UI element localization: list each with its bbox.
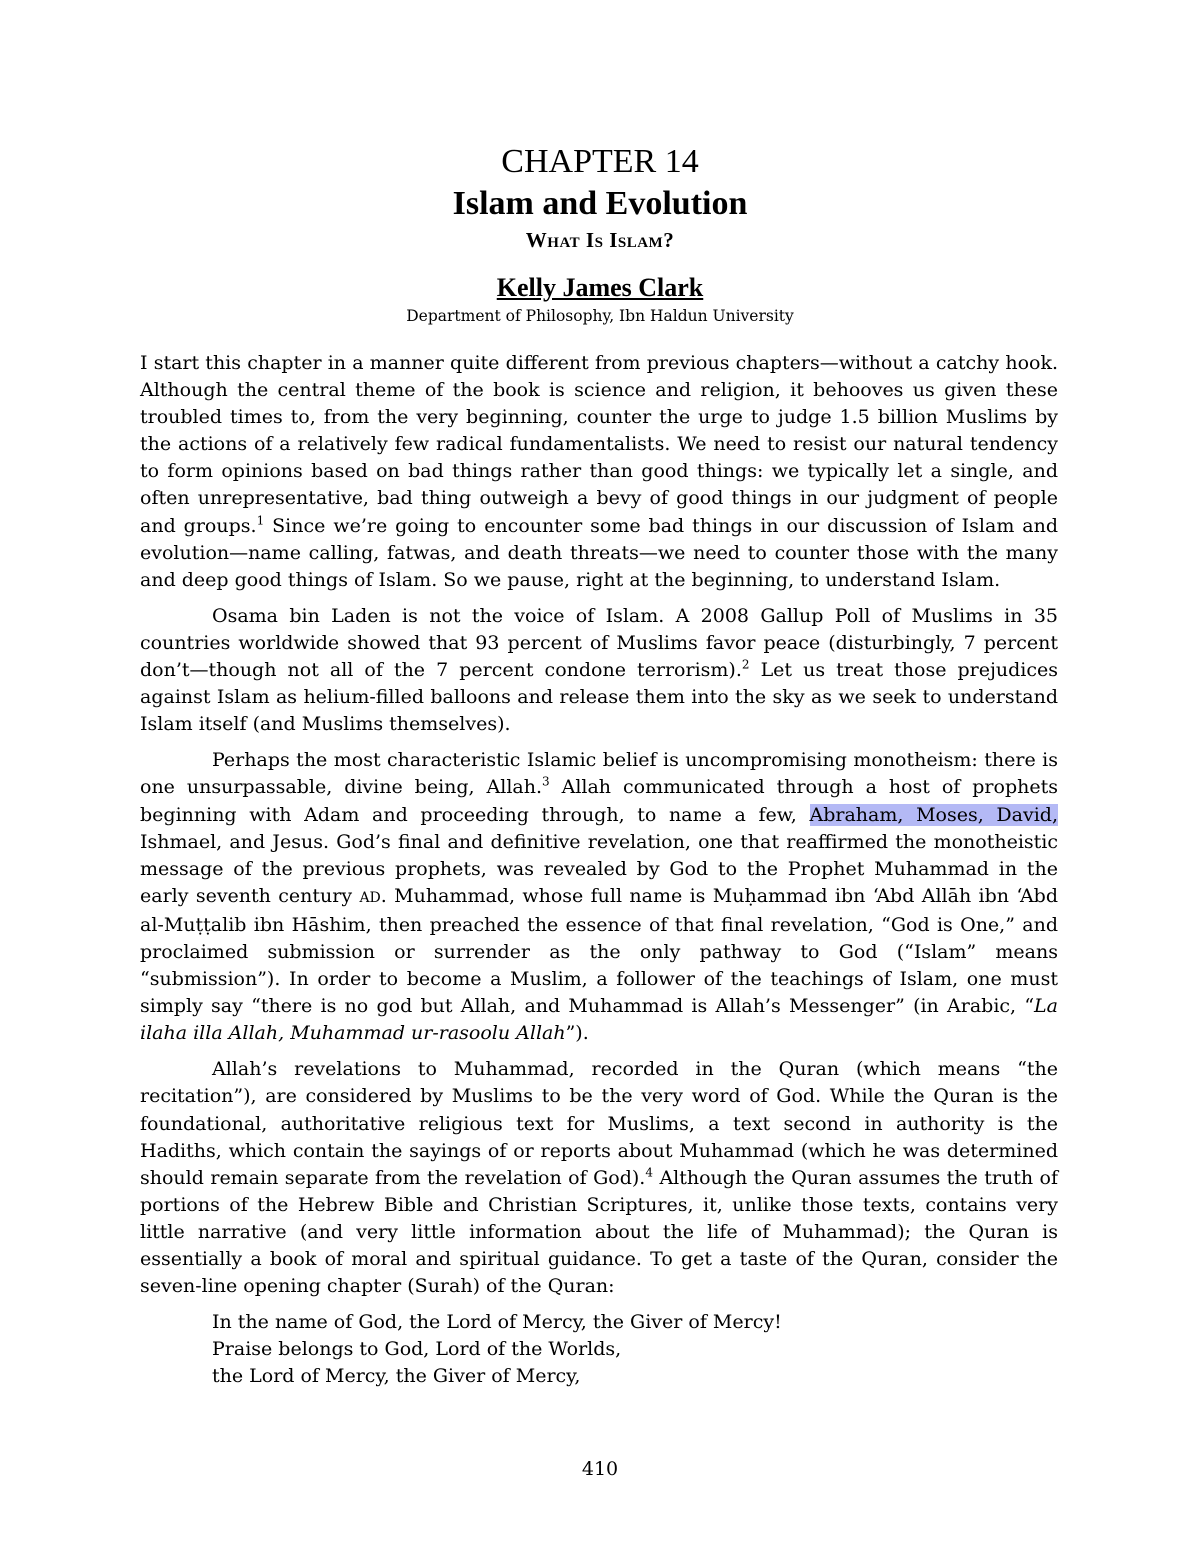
chapter-title: Islam and Evolution bbox=[452, 185, 748, 222]
paragraph-2 bbox=[140, 603, 1058, 738]
page-number: 410 bbox=[581, 1458, 619, 1480]
paragraph-1-text-a: I start this chapter in a manner quite different from previous chapters—without a catchy hook. Although the central theme of the book is science and religion, it behooves us given these troubled times to, from the very beginning, counter the urge to judge 1.5 billion Muslims by the actions of a relatively few radical fundamentalists. We need to resist our natural tendency to form opinions based on bad things rather than good things: we typically let a single, and often unrepresentative, bad thing outweigh a bevy of good things in our judgment of people and groups. bbox=[140, 352, 1058, 537]
highlighted-text[interactable]: Abraham, Moses, David, bbox=[809, 803, 1058, 826]
footnote-marker-1[interactable]: 1 bbox=[256, 513, 265, 528]
body-text bbox=[140, 350, 1058, 1390]
footnote-marker-3[interactable]: 3 bbox=[542, 775, 550, 790]
paragraph-2-text-b: Let us treat those prejudices against Islam as helium-filled balloons and release them into the sky as we seek to understand Islam itself (and Muslims themselves). bbox=[140, 659, 1058, 736]
quote-line-1: In the name of God, the Lord of Mercy, the Giver of Mercy! bbox=[212, 1311, 782, 1334]
arabic-phrase: La ilaha illa Allah, Muhammad ur-rasoolu Allah bbox=[140, 995, 1058, 1045]
paragraph-4-text-b: Although the Quran assumes the truth of portions of the Hebrew Bible and Christian Scriptures, it, unlike those texts, contains very little narrative (and very little information about the life of Muhammad); the Quran is essentially a book of moral and spiritual guidance. To get a taste of the Quran, consider the seven-line opening chapter (Surah) of the Quran: bbox=[140, 1166, 1058, 1298]
chapter-heading bbox=[0, 140, 1200, 328]
paragraph-2-text-a: Osama bin Laden is not the voice of Islam. A 2008 Gallup Poll of Muslims in 35 countries worldwide showed that 93 percent of Muslims favor peace (disturbingly, 7 percent don’t—though not all of the 7 percent condone terrorism). bbox=[140, 604, 1058, 682]
paragraph-3-text-a: Perhaps the most characteristic Islamic belief is uncompromising monotheism: there is one unsurpassable, divine being, Allah. bbox=[140, 749, 1058, 799]
era-abbreviation: AD bbox=[359, 889, 381, 906]
paragraph-4 bbox=[140, 1056, 1058, 1300]
chapter-number: CHAPTER 14 bbox=[501, 143, 699, 180]
paragraph-1 bbox=[140, 350, 1058, 594]
paragraph-3-text-d: . Muhammad, whose full name is Muḥammad ibn ‘Abd Allāh ibn ‘Abd al-Muṭṭalib ibn Hāshim, then preached the essence of that final revelation, “God is One,” and proclaimed submission or surrender as the only pathway to God (“Islam” means “submission”). In order to become a Muslim, a follower of the teachings of Islam, one must simply say “there is no god but Allah, and Muhammad is Allah’s Messenger” (in Arabic, “ bbox=[140, 884, 1059, 1018]
paragraph-3 bbox=[140, 747, 1058, 1047]
paragraph-3-text-b: Allah communicated through a host of prophets beginning with Adam and proceeding through, to name a few, bbox=[140, 776, 1058, 826]
quote-line-2: Praise belongs to God, Lord of the Worlds, bbox=[212, 1338, 622, 1361]
quote-line-3: the Lord of Mercy, the Giver of Mercy, bbox=[212, 1365, 581, 1388]
paragraph-4-text-a: Allah’s revelations to Muhammad, recorded in the Quran (which means “the recitation”), are considered by Muslims to be the very word of God. While the Quran is the foundational, authoritative religious text for Muslims, a text second in authority is the Hadiths, which contain the sayings of or reports about Muhammad (which he was determined should remain separate from the revelation of God). bbox=[140, 1058, 1058, 1189]
footnote-marker-4[interactable]: 4 bbox=[645, 1165, 653, 1180]
block-quote bbox=[212, 1309, 1058, 1390]
section-subtitle: What Is Islam? bbox=[525, 228, 675, 252]
author-affiliation: Department of Philosophy, Ibn Haldun University bbox=[406, 307, 794, 325]
paragraph-1-text-b: Since we’re going to encounter some bad things in our discussion of Islam and evolution—name calling, fatwas, and death threats—we need to counter those with the many and deep good things of Islam. So we pause, right at the beginning, to understand Islam. bbox=[140, 514, 1059, 591]
paragraph-3-text-e: ”). bbox=[565, 1022, 589, 1045]
footnote-marker-2[interactable]: 2 bbox=[741, 657, 750, 672]
paragraph-3-text-c: Ishmael, and Jesus. God’s final and definitive revelation, one that reaffirmed the monotheistic message of the previous prophets, was revealed by God to the Prophet Muhammad in the early seventh century bbox=[140, 830, 1058, 907]
author-name: Kelly James Clark bbox=[496, 273, 704, 302]
